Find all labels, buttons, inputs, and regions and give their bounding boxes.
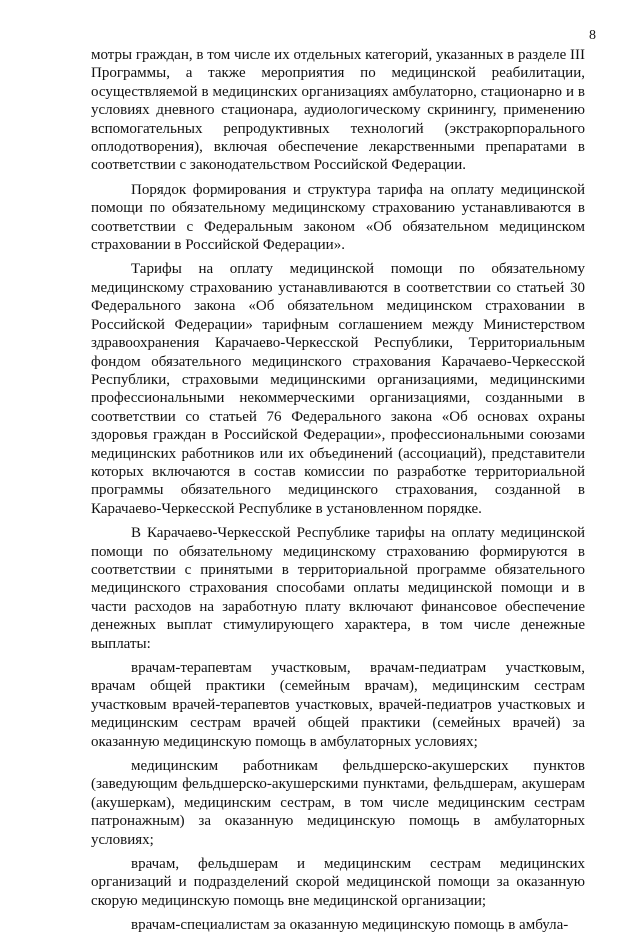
list-item-specialists: врачам-специалистам за оказанную медицинскую помощь в амбула- bbox=[131, 917, 569, 934]
paragraph-continuation: мотры граждан, в том числе их отдельных категорий, указанных в разделе III Программы, а также мероприятия по медицинской реабилитации, осуществляемой в медицинских организациях амбулаторно, стационарно и в условиях дневного стационара, аудиологическому скринингу, применению вспомогательных репродуктивных технологий (экстракорпорального оплодотворения), включая обеспечение лекарственными препаратами в соответствии с законодательством Российской Федерации. bbox=[91, 47, 585, 174]
list-item-district-doctors: врачам-терапевтам участковым, врачам-педиатрам участковым, врачам общей практики (семейным врачам), медицинским сестрам участковым врачей-терапевтов участковых, врачей-педиатров участковых и медицинским сестрам врачей общей практики (семейных врачей) за оказанную медицинскую помощь в амбулаторных условиях; bbox=[91, 660, 585, 750]
list-item-feldsher-points: медицинским работникам фельдшерско-акушерских пунктов (заведующим фельдшерско-акушерскими пунктами, фельдшерам, акушерам (акушеркам), медицинским сестрам, в том числе медицинским сестрам патронажным) за оказанную медицинскую помощь в амбулаторных условиях; bbox=[91, 758, 585, 848]
paragraph-tariff-agreement: Тарифы на оплату медицинской помощи по обязательному медицинскому страхованию устанавливаются в соответствии со статьей 30 Федерального закона «Об обязательном медицинском страховании в Российской Федерации» тарифным соглашением между Министерством здравоохранения Карачаево-Черкесской Республики, Территориальным фондом обязательного медицинского страхования Карачаево-Черкесской Республики, страховыми медицинскими организациями, медицинскими профессиональными некоммерческими организациями, созданными в соответствии со статьей 76 Федерального закона «Об основах охраны здоровья граждан в Российской Федерации», профессиональными союзами медицинских работников или их объединений (ассоциаций), представители которых включаются в состав комиссии по разработке территориальной программы обязательного медицинского страхования, созданной в Карачаево-Черкесской Республике в установленном порядке. bbox=[91, 261, 585, 517]
paragraph-tariff-formation: В Карачаево-Черкесской Республике тарифы на оплату медицинской помощи по обязательному медицинскому страхованию формируются в соответствии с принятыми в территориальной программе обязательного медицинского страхования способами оплаты медицинской помощи и в части расходов на заработную плату включают финансовое обеспечение денежных выплат стимулирующего характера, в том числе денежные выплаты: bbox=[91, 525, 585, 652]
paragraph-tariff-structure: Порядок формирования и структура тарифа на оплату медицинской помощи по обязательному медицинскому страхованию устанавливаются в соответствии с Федеральным законом «Об обязательном медицинском страховании в Российской Федерации». bbox=[91, 181, 585, 254]
page-number: 8 bbox=[589, 28, 596, 43]
document-body bbox=[91, 46, 585, 941]
list-item-emergency-care: врачам, фельдшерам и медицинским сестрам медицинских организаций и подразделений скорой медицинской помощи за оказанную скорую медицинскую помощь вне медицинской организации; bbox=[91, 856, 585, 909]
